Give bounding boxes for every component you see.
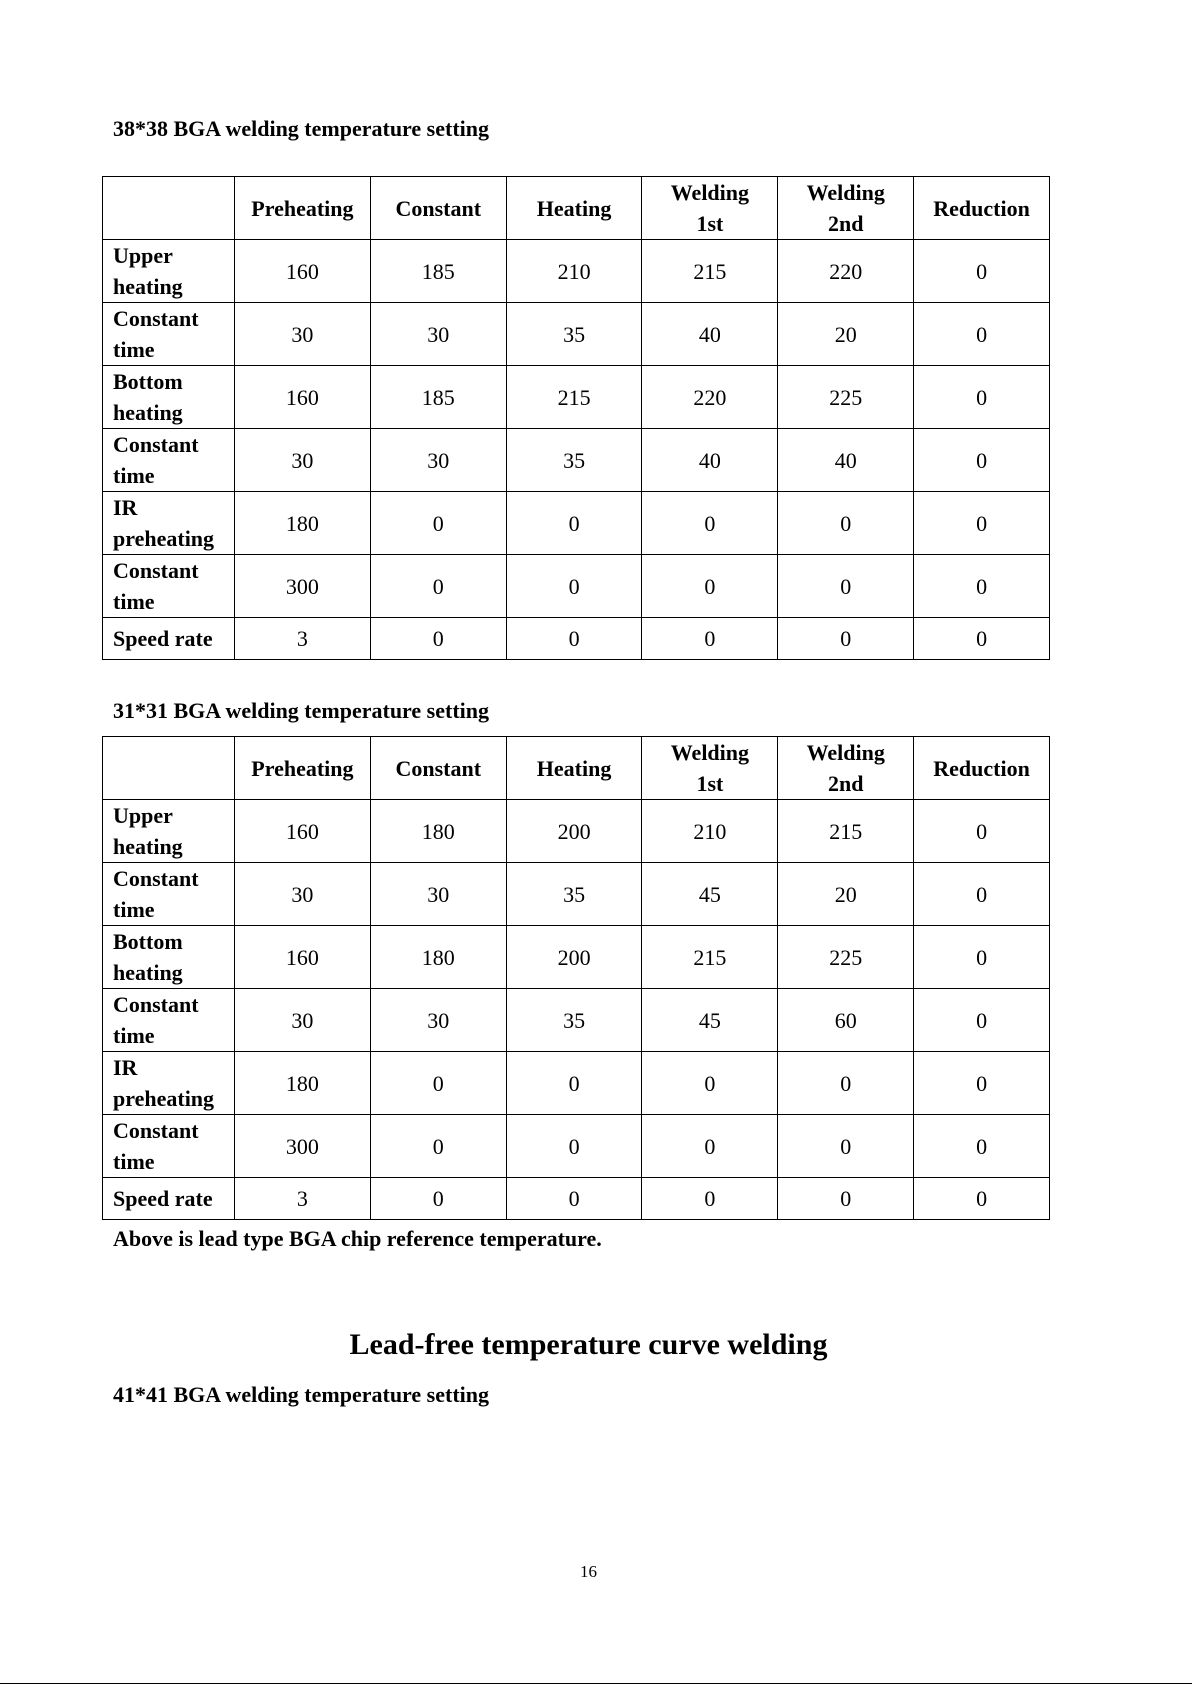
- table-cell: 0: [778, 1052, 914, 1115]
- row-label: [103, 989, 235, 1052]
- table-cell: 200: [506, 926, 642, 989]
- row-label: [103, 800, 235, 863]
- table-row: [103, 800, 1050, 863]
- table-cell: 0: [506, 618, 642, 660]
- table-cell: 225: [778, 926, 914, 989]
- table-cell: 0: [914, 1052, 1050, 1115]
- table-cell: 20: [778, 303, 914, 366]
- table-cell: 3: [235, 618, 371, 660]
- table-cell: 0: [642, 1115, 778, 1178]
- row-label: [103, 240, 235, 303]
- table-cell: 160: [235, 800, 371, 863]
- table-cell: 0: [914, 1115, 1050, 1178]
- table-row: [103, 618, 1050, 660]
- table-cell: 0: [778, 555, 914, 618]
- table-cell: 160: [235, 926, 371, 989]
- table-cell: 300: [235, 555, 371, 618]
- table-cell: 0: [370, 1052, 506, 1115]
- table-cell: 0: [506, 1052, 642, 1115]
- table-cell: 0: [506, 492, 642, 555]
- row-label: [103, 492, 235, 555]
- table-cell: 0: [642, 618, 778, 660]
- header-heating: Heating: [506, 737, 642, 800]
- row-label-line1: Constant: [113, 1118, 199, 1143]
- bottom-rule: [0, 1683, 1192, 1684]
- table-cell: 180: [235, 492, 371, 555]
- table-cell: 185: [370, 366, 506, 429]
- row-label-line1: Bottom: [113, 369, 183, 394]
- table-row: [103, 1115, 1050, 1178]
- row-label-line2: heating: [113, 834, 183, 859]
- table-cell: 0: [914, 863, 1050, 926]
- row-label: [103, 863, 235, 926]
- table-row: [103, 429, 1050, 492]
- table-cell: 0: [914, 800, 1050, 863]
- table-cell: 0: [778, 492, 914, 555]
- table-cell: 180: [370, 926, 506, 989]
- table-cell: 30: [370, 303, 506, 366]
- table-header-row: [103, 737, 1050, 800]
- table-row: [103, 303, 1050, 366]
- row-label: Speed rate: [103, 1178, 235, 1220]
- row-label: [103, 1052, 235, 1115]
- table-row: [103, 1052, 1050, 1115]
- table-row: [103, 240, 1050, 303]
- table-cell: 0: [914, 1178, 1050, 1220]
- table-cell: 30: [235, 429, 371, 492]
- row-label-line1: IR: [113, 495, 138, 520]
- table-cell: 0: [778, 618, 914, 660]
- table-cell: 0: [914, 926, 1050, 989]
- table-cell: 30: [370, 429, 506, 492]
- table-cell: 300: [235, 1115, 371, 1178]
- header-welding-2nd: [778, 737, 914, 800]
- table-cell: 220: [642, 366, 778, 429]
- row-label-line2: time: [113, 1023, 155, 1048]
- header-preheating: Preheating: [235, 737, 371, 800]
- table-row: [103, 989, 1050, 1052]
- table-cell: 185: [370, 240, 506, 303]
- table-cell: 3: [235, 1178, 371, 1220]
- table-cell: 160: [235, 240, 371, 303]
- table-row: [103, 1178, 1050, 1220]
- row-label-line1: IR: [113, 1055, 138, 1080]
- table-cell: 0: [370, 555, 506, 618]
- header-welding-2nd: [778, 177, 914, 240]
- table-cell: 215: [506, 366, 642, 429]
- table-cell: 35: [506, 989, 642, 1052]
- table-row: [103, 555, 1050, 618]
- row-label-line1: Bottom: [113, 929, 183, 954]
- row-label-line2: time: [113, 463, 155, 488]
- table-row: [103, 926, 1050, 989]
- row-label-line2: time: [113, 589, 155, 614]
- table-cell: 0: [370, 618, 506, 660]
- header-welding-2nd-line1: Welding: [806, 180, 885, 205]
- row-label: [103, 926, 235, 989]
- table-cell: 40: [778, 429, 914, 492]
- table-cell: 180: [370, 800, 506, 863]
- header-corner: [103, 737, 235, 800]
- table-cell: 30: [370, 989, 506, 1052]
- row-label-line2: heating: [113, 400, 183, 425]
- table-cell: 0: [642, 1052, 778, 1115]
- lead-free-heading: Lead-free temperature curve welding: [349, 1328, 828, 1361]
- row-label-line1: Constant: [113, 992, 199, 1017]
- table-cell: 0: [506, 555, 642, 618]
- row-label-line1: Constant: [113, 558, 199, 583]
- table-cell: 0: [778, 1178, 914, 1220]
- table-cell: 60: [778, 989, 914, 1052]
- header-reduction: Reduction: [914, 177, 1050, 240]
- row-label-line1: Upper: [113, 803, 173, 828]
- table-cell: 35: [506, 303, 642, 366]
- table-cell: 45: [642, 863, 778, 926]
- temperature-table-31x31: [102, 736, 1050, 1220]
- row-label-line2: heating: [113, 274, 183, 299]
- table-cell: 0: [914, 240, 1050, 303]
- table-cell: 0: [642, 492, 778, 555]
- row-label-line2: heating: [113, 960, 183, 985]
- row-label-line1: Upper: [113, 243, 173, 268]
- header-welding-1st: [642, 177, 778, 240]
- table-cell: 0: [642, 1178, 778, 1220]
- row-label-line2: preheating: [113, 1086, 215, 1111]
- header-corner: [103, 177, 235, 240]
- table-cell: 30: [235, 863, 371, 926]
- row-label-line2: time: [113, 897, 155, 922]
- reference-note: Above is lead type BGA chip reference temperature.: [113, 1226, 602, 1251]
- table-cell: 0: [642, 555, 778, 618]
- temperature-table-38x38: [102, 176, 1050, 660]
- table-cell: 20: [778, 863, 914, 926]
- table-cell: 220: [778, 240, 914, 303]
- row-label-line1: Constant: [113, 306, 199, 331]
- row-label: Speed rate: [103, 618, 235, 660]
- header-welding-1st-line2: 1st: [696, 211, 724, 236]
- table-cell: 0: [914, 492, 1050, 555]
- table-row: [103, 492, 1050, 555]
- table-cell: 30: [370, 863, 506, 926]
- row-label: [103, 555, 235, 618]
- table-cell: 35: [506, 863, 642, 926]
- row-label: [103, 429, 235, 492]
- table-cell: 30: [235, 989, 371, 1052]
- row-label: [103, 366, 235, 429]
- table-cell: 40: [642, 429, 778, 492]
- table-cell: 180: [235, 1052, 371, 1115]
- row-label-line2: preheating: [113, 526, 215, 551]
- table-cell: 0: [914, 555, 1050, 618]
- header-welding-1st-line2: 1st: [696, 771, 724, 796]
- table-cell: 200: [506, 800, 642, 863]
- header-constant: Constant: [370, 737, 506, 800]
- table-header-row: [103, 177, 1050, 240]
- header-preheating: Preheating: [235, 177, 371, 240]
- table-cell: 215: [642, 926, 778, 989]
- table-cell: 30: [235, 303, 371, 366]
- header-welding-2nd-line2: 2nd: [827, 211, 864, 236]
- table-cell: 215: [642, 240, 778, 303]
- header-welding-1st: [642, 737, 778, 800]
- table-cell: 215: [778, 800, 914, 863]
- table-cell: 0: [370, 1115, 506, 1178]
- section-title-41x41: 41*41 BGA welding temperature setting: [113, 1382, 490, 1407]
- table-cell: 45: [642, 989, 778, 1052]
- row-label-line1: Constant: [113, 432, 199, 457]
- section-title-38x38: 38*38 BGA welding temperature setting: [113, 116, 490, 141]
- table-cell: 0: [506, 1178, 642, 1220]
- header-constant: Constant: [370, 177, 506, 240]
- table-row: [103, 863, 1050, 926]
- header-reduction: Reduction: [914, 737, 1050, 800]
- row-label-line2: time: [113, 1149, 155, 1174]
- table-cell: 225: [778, 366, 914, 429]
- table-cell: 0: [914, 303, 1050, 366]
- header-welding-1st-line1: Welding: [670, 740, 750, 765]
- table-cell: 40: [642, 303, 778, 366]
- page-number: 16: [580, 1562, 597, 1581]
- table-cell: 0: [370, 1178, 506, 1220]
- row-label-line2: time: [113, 337, 155, 362]
- table-cell: 210: [506, 240, 642, 303]
- row-label: [103, 1115, 235, 1178]
- table-cell: 0: [506, 1115, 642, 1178]
- table-cell: 35: [506, 429, 642, 492]
- table-cell: 0: [370, 492, 506, 555]
- table-cell: 0: [914, 366, 1050, 429]
- table-cell: 0: [914, 989, 1050, 1052]
- table-row: [103, 366, 1050, 429]
- section-title-31x31: 31*31 BGA welding temperature setting: [113, 698, 490, 723]
- header-heating: Heating: [506, 177, 642, 240]
- table-cell: 0: [778, 1115, 914, 1178]
- table-cell: 0: [914, 429, 1050, 492]
- table-cell: 160: [235, 366, 371, 429]
- table-cell: 0: [914, 618, 1050, 660]
- table-cell: 210: [642, 800, 778, 863]
- row-label-line1: Constant: [113, 866, 199, 891]
- header-welding-2nd-line2: 2nd: [827, 771, 864, 796]
- header-welding-1st-line1: Welding: [670, 180, 750, 205]
- row-label: [103, 303, 235, 366]
- header-welding-2nd-line1: Welding: [806, 740, 885, 765]
